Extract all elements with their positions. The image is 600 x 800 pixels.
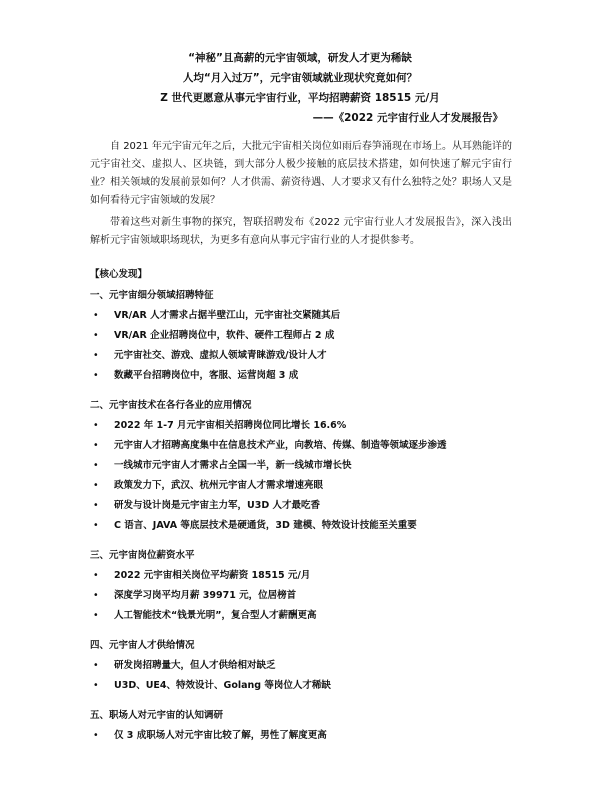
bullet-icon: •: [93, 610, 99, 621]
bullet-icon: •: [93, 500, 99, 511]
core-findings-title: 【核心发现】: [90, 269, 148, 280]
findings-section: [90, 636, 520, 696]
document-header: [0, 48, 600, 128]
section-title: 四、元宇宙人才供给情况: [90, 640, 195, 651]
finding-text: 人工智能技术“钱景光明”，复合型人才薪酬更高: [114, 610, 317, 621]
finding-text: 元宇宙社交、游戏、虚拟人领域青睐游戏/设计人才: [114, 350, 327, 361]
finding-item: [90, 456, 520, 476]
finding-item: [90, 726, 520, 746]
bullet-icon: •: [93, 590, 99, 601]
bullet-icon: •: [93, 330, 99, 341]
section-title: 二、元宇宙技术在各行各业的应用情况: [90, 400, 252, 411]
intro-paragraph-2: 带着这些对新生事物的探究，智联招聘发布《2022 元宇宙行业人才发展报告》，深入浅出解析元宇宙领域职场现状，为更多有意向从事元宇宙行业的人才提供参考。: [90, 217, 512, 246]
bullet-icon: •: [93, 440, 99, 451]
headline-line-3: Z 世代更愿意从事元宇宙行业，平均招聘薪资 18515 元/月: [160, 92, 440, 104]
section-title: 三、元宇宙岗位薪资水平: [90, 550, 195, 561]
bullet-icon: •: [93, 350, 99, 361]
finding-item: [90, 496, 520, 516]
finding-text: 政策发力下，武汉、杭州元宇宙人才需求增速亮眼: [114, 480, 324, 491]
report-source: ——《2022 元宇宙行业人才发展报告》: [312, 112, 503, 124]
finding-item: [90, 416, 520, 436]
finding-item: [90, 606, 520, 626]
bullet-icon: •: [93, 680, 99, 691]
section-title: 五、职场人对元宇宙的认知调研: [90, 710, 224, 721]
finding-item: [90, 676, 520, 696]
finding-text: 2022 元宇宙相关岗位平均薪资 18515 元/月: [114, 570, 311, 581]
findings-section: [90, 286, 520, 386]
finding-text: VR/AR 人才需求占据半壁江山，元宇宙社交紧随其后: [114, 310, 341, 321]
bullet-icon: •: [93, 310, 99, 321]
findings-section: [90, 706, 520, 746]
finding-item: [90, 566, 520, 586]
bullet-icon: •: [93, 370, 99, 381]
headline-line-1: “神秘”且高薪的元宇宙领域，研发人才更为稀缺: [188, 52, 412, 64]
finding-item: [90, 306, 520, 326]
section-title: 一、元宇宙细分领域招聘特征: [90, 290, 214, 301]
finding-text: VR/AR 企业招聘岗位中，软件、硬件工程师占 2 成: [114, 330, 335, 341]
finding-item: [90, 326, 520, 346]
finding-text: 一线城市元宇宙人才需求占全国一半，新一线城市增长快: [114, 460, 352, 471]
finding-item: [90, 436, 520, 456]
bullet-icon: •: [93, 480, 99, 491]
finding-item: [90, 476, 520, 496]
findings-sections: [90, 286, 520, 746]
bullet-icon: •: [93, 520, 99, 531]
finding-text: U3D、UE4、特效设计、Golang 等岗位人才稀缺: [114, 680, 331, 691]
bullet-icon: •: [93, 660, 99, 671]
finding-item: [90, 366, 520, 386]
headline-line-2: 人均“月入过万”，元宇宙领域就业现状究竟如何？: [182, 72, 418, 84]
findings-section: [90, 396, 520, 536]
finding-text: 2022 年 1-7 月元宇宙相关招聘岗位同比增长 16.6%: [114, 420, 347, 431]
intro-section: [90, 138, 512, 254]
core-findings: [90, 266, 520, 756]
finding-text: 研发与设计岗是元宇宙主力军，U3D 人才最吃香: [114, 500, 321, 511]
intro-paragraph-1: 自 2021 年元宇宙元年之后，大批元宇宙相关岗位如雨后春笋涌现在市场上。从耳熟能详的元宇宙社交、虚拟人、区块链，到大部分人极少接触的底层技术搭建，如何快速了解元宇宙行业？相关领域的发展前景如何？人才供需、薪资待遇、人才要求又有什么独特之处？职场人又是如何看待元宇宙领域的发展？: [90, 141, 512, 206]
finding-text: 数藏平台招聘岗位中，客服、运营岗超 3 成: [114, 370, 299, 381]
finding-text: 研发岗招聘量大，但人才供给相对缺乏: [114, 660, 276, 671]
finding-item: [90, 586, 520, 606]
finding-text: 深度学习岗平均月薪 39971 元，位居榜首: [114, 590, 297, 601]
bullet-icon: •: [93, 730, 99, 741]
finding-item: [90, 346, 520, 366]
bullet-icon: •: [93, 570, 99, 581]
findings-section: [90, 546, 520, 626]
finding-item: [90, 656, 520, 676]
finding-text: C 语言、JAVA 等底层技术是硬通货，3D 建模、特效设计技能至关重要: [114, 520, 417, 531]
finding-item: [90, 516, 520, 536]
finding-text: 仅 3 成职场人对元宇宙比较了解，男性了解度更高: [114, 730, 327, 741]
finding-text: 元宇宙人才招聘高度集中在信息技术产业，向教培、传媒、制造等领域逐步渗透: [114, 440, 447, 451]
bullet-icon: •: [93, 420, 99, 431]
bullet-icon: •: [93, 460, 99, 471]
